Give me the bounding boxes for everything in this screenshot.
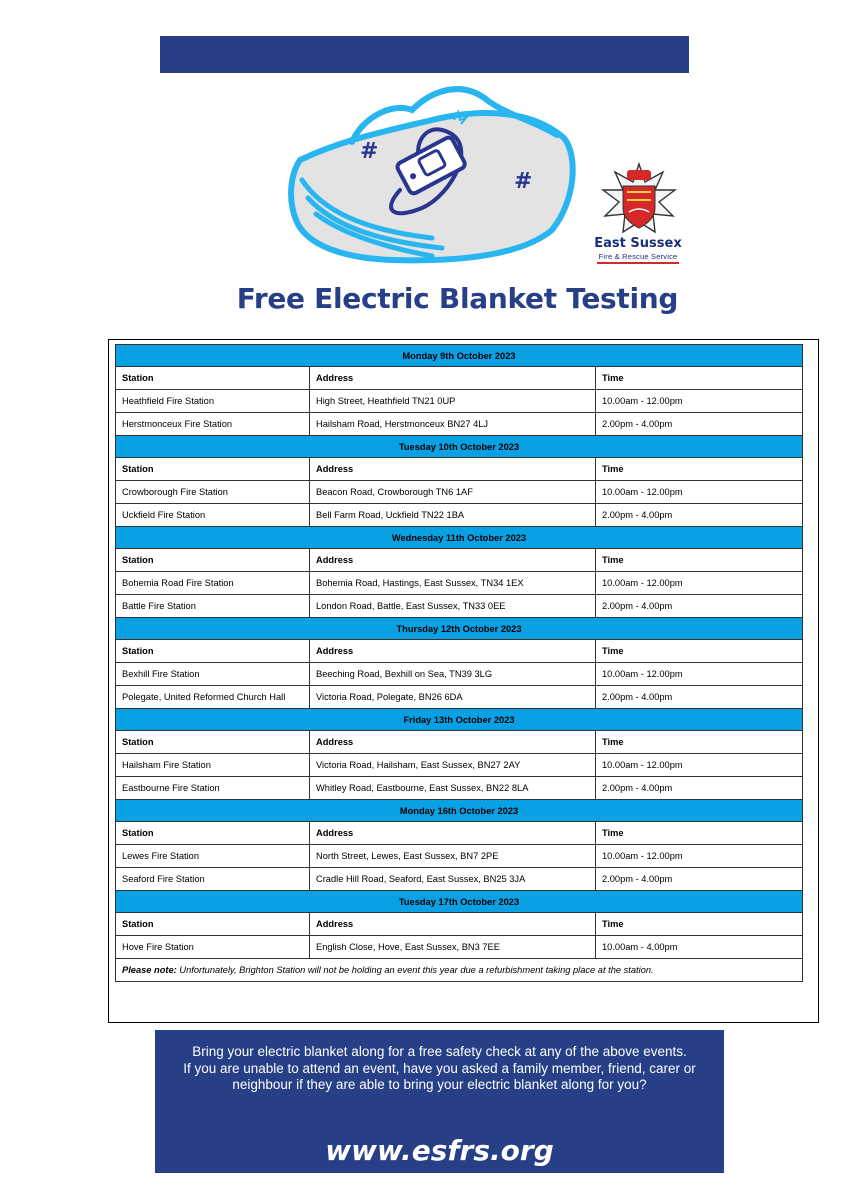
column-header-time: Time (596, 458, 803, 481)
cell-address: Cradle Hill Road, Seaford, East Sussex, BN25 3JA (310, 868, 596, 891)
cell-address: London Road, Battle, East Sussex, TN33 0EE (310, 595, 596, 618)
table-row (116, 777, 803, 800)
logo-text-fire-rescue: Fire & Rescue Service (598, 252, 678, 261)
day-date: Tuesday 10th October 2023 (116, 436, 803, 458)
day-date: Friday 13th October 2023 (116, 709, 803, 731)
note-row (116, 959, 803, 982)
footer-line-2: If you are unable to attend an event, have you asked a family member, friend, carer or neighbour if they are able to bring your electric blanket along for you? (183, 1060, 696, 1092)
table-row (116, 390, 803, 413)
day-header-row (116, 436, 803, 458)
table-row (116, 413, 803, 436)
column-header-row (116, 731, 803, 754)
cell-address: Victoria Road, Polegate, BN26 6DA (310, 686, 596, 709)
svg-text:#: # (514, 169, 533, 194)
day-header-row (116, 618, 803, 640)
table-row (116, 481, 803, 504)
day-header-row (116, 527, 803, 549)
cell-time: 2.00pm - 4.00pm (596, 504, 803, 527)
page-title: Free Electric Blanket Testing (236, 282, 679, 315)
day-header-row (116, 709, 803, 731)
column-header-row (116, 913, 803, 936)
cell-time: 10.00am - 12.00pm (596, 754, 803, 777)
cell-time: 10.00am - 12.00pm (596, 481, 803, 504)
cell-time: 2.00pm - 4.00pm (596, 868, 803, 891)
note-label: Please note: (122, 965, 177, 975)
footer-line-1: Bring your electric blanket along for a free safety check at any of the above events. (192, 1044, 687, 1059)
cell-time: 10.00am - 12.00pm (596, 572, 803, 595)
table-row (116, 868, 803, 891)
column-header-address: Address (310, 549, 596, 572)
column-header-address: Address (310, 458, 596, 481)
column-header-address: Address (310, 367, 596, 390)
column-header-station: Station (116, 458, 310, 481)
column-header-address: Address (310, 731, 596, 754)
table-row (116, 504, 803, 527)
day-date: Thursday 12th October 2023 (116, 618, 803, 640)
cell-time: 2.00pm - 4.00pm (596, 413, 803, 436)
column-header-station: Station (116, 913, 310, 936)
day-date: Monday 9th October 2023 (116, 345, 803, 367)
cell-station: Bohemia Road Fire Station (116, 572, 310, 595)
cell-station: Eastbourne Fire Station (116, 777, 310, 800)
day-date: Tuesday 17th October 2023 (116, 891, 803, 913)
column-header-row (116, 458, 803, 481)
column-header-station: Station (116, 367, 310, 390)
cell-station: Hailsham Fire Station (116, 754, 310, 777)
electric-blanket-icon (282, 80, 582, 270)
footer-message (175, 1044, 704, 1094)
website-link[interactable]: www.esfrs.org (325, 1134, 554, 1167)
cell-station: Seaford Fire Station (116, 868, 310, 891)
cell-station: Bexhill Fire Station (116, 663, 310, 686)
column-header-row (116, 640, 803, 663)
column-header-time: Time (596, 731, 803, 754)
cell-address: North Street, Lewes, East Sussex, BN7 2PE (310, 845, 596, 868)
column-header-time: Time (596, 913, 803, 936)
cell-address: Beacon Road, Crowborough TN6 1AF (310, 481, 596, 504)
cell-station: Hove Fire Station (116, 936, 310, 959)
day-header-row (116, 800, 803, 822)
table-row (116, 572, 803, 595)
table-row (116, 845, 803, 868)
column-header-time: Time (596, 640, 803, 663)
column-header-address: Address (310, 913, 596, 936)
cell-address: Beeching Road, Bexhill on Sea, TN39 3LG (310, 663, 596, 686)
column-header-time: Time (596, 367, 803, 390)
table-row (116, 754, 803, 777)
cell-station: Lewes Fire Station (116, 845, 310, 868)
logo-text-east-sussex: East Sussex (594, 236, 682, 251)
day-date: Wednesday 11th October 2023 (116, 527, 803, 549)
cell-station: Uckfield Fire Station (116, 504, 310, 527)
cell-address: Bell Farm Road, Uckfield TN22 1BA (310, 504, 596, 527)
column-header-time: Time (596, 822, 803, 845)
cell-address: Victoria Road, Hailsham, East Sussex, BN27 2AY (310, 754, 596, 777)
cell-time: 10.00am - 12.00pm (596, 663, 803, 686)
cell-station: Crowborough Fire Station (116, 481, 310, 504)
column-header-row (116, 822, 803, 845)
cell-time: 10.00am - 12.00pm (596, 390, 803, 413)
column-header-row (116, 549, 803, 572)
cell-time: 2.00pm - 4.00pm (596, 777, 803, 800)
table-row (116, 686, 803, 709)
cell-time: 2.00pm - 4.00pm (596, 686, 803, 709)
column-header-station: Station (116, 822, 310, 845)
day-date: Monday 16th October 2023 (116, 800, 803, 822)
column-header-time: Time (596, 549, 803, 572)
column-header-address: Address (310, 822, 596, 845)
table-row (116, 936, 803, 959)
cell-station: Herstmonceux Fire Station (116, 413, 310, 436)
cell-address: Bohemia Road, Hastings, East Sussex, TN34 1EX (310, 572, 596, 595)
cell-station: Polegate, United Reformed Church Hall (116, 686, 310, 709)
top-banner-bar (160, 36, 689, 73)
cell-station: Heathfield Fire Station (116, 390, 310, 413)
day-header-row (116, 345, 803, 367)
cell-address: Whitley Road, Eastbourne, East Sussex, BN22 8LA (310, 777, 596, 800)
column-header-station: Station (116, 731, 310, 754)
day-header-row (116, 891, 803, 913)
column-header-row (116, 367, 803, 390)
cell-address: English Close, Hove, East Sussex, BN3 7EE (310, 936, 596, 959)
column-header-station: Station (116, 640, 310, 663)
column-header-address: Address (310, 640, 596, 663)
svg-text:#: # (360, 139, 379, 164)
column-header-station: Station (116, 549, 310, 572)
schedule-table (115, 344, 803, 982)
cell-address: Hailsham Road, Herstmonceux BN27 4LJ (310, 413, 596, 436)
note-text: Unfortunately, Brighton Station will not be holding an event this year due a refurbishment taking place at the station. (176, 965, 654, 975)
table-row (116, 663, 803, 686)
cell-address: High Street, Heathfield TN21 0UP (310, 390, 596, 413)
cell-time: 10.00am - 12.00pm (596, 845, 803, 868)
note-cell (116, 959, 803, 982)
cell-time: 10.00am - 4.00pm (596, 936, 803, 959)
footer-banner (155, 1030, 724, 1173)
cell-station: Battle Fire Station (116, 595, 310, 618)
logo-underline (597, 262, 679, 264)
table-row (116, 595, 803, 618)
cell-time: 2.00pm - 4.00pm (596, 595, 803, 618)
